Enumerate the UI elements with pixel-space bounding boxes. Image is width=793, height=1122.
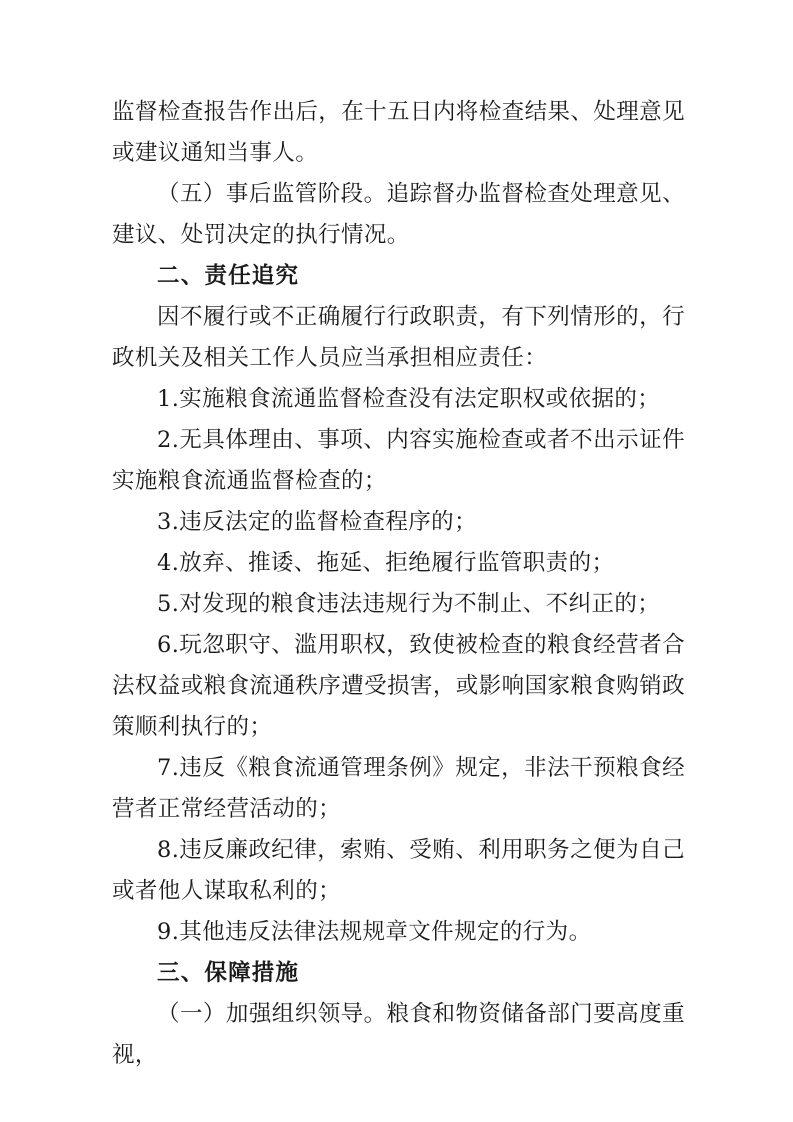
paragraph-item-6: 6.玩忽职守、滥用职权，致使被检查的粮食经营者合法权益或粮食流通秩序遭受损害，或影响国家粮食购销政策顺利执行的； xyxy=(112,632,685,740)
paragraph-item-one-strengthen-leadership: （一）加强组织领导。粮食和物资储备部门要高度重视， xyxy=(112,1001,685,1068)
document-body xyxy=(112,92,685,1076)
heading-safeguard-measures: 三、保障措施 xyxy=(157,960,300,986)
paragraph-item-4: 4.放弃、推诿、拖延、拒绝履行监管职责的； xyxy=(157,550,615,576)
paragraph-item-8: 8.违反廉政纪律，索贿、受贿、利用职务之便为自己或者他人谋取私利的； xyxy=(112,837,685,904)
paragraph-item-1: 1.实施粮食流通监督检查没有法定职权或依据的； xyxy=(157,386,661,412)
paragraph-item-5: 5.对发现的粮食违法违规行为不制止、不纠正的； xyxy=(157,591,661,617)
heading-responsibility-investigation: 二、责任追究 xyxy=(157,263,300,289)
paragraph-item-five-post-supervision: （五）事后监管阶段。追踪督办监督检查处理意见、建议、处罚决定的执行情况。 xyxy=(112,181,685,248)
paragraph-item-9: 9.其他违反法律法规规章文件规定的行为。 xyxy=(157,919,592,945)
paragraph-item-2: 2.无具体理由、事项、内容实施检查或者不出示证件实施粮食流通监督检查的； xyxy=(112,427,685,494)
paragraph-notify-parties: 监督检查报告作出后，在十五日内将检查结果、处理意见或建议通知当事人。 xyxy=(112,99,685,166)
paragraph-item-7: 7.违反《粮食流通管理条例》规定，非法干预粮食经营者正常经营活动的； xyxy=(112,755,685,822)
paragraph-item-3: 3.违反法定的监督检查程序的； xyxy=(157,509,477,535)
paragraph-responsibility-intro: 因不履行或不正确履行行政职责，有下列情形的，行政机关及相关工作人员应当承担相应责任： xyxy=(112,304,685,371)
